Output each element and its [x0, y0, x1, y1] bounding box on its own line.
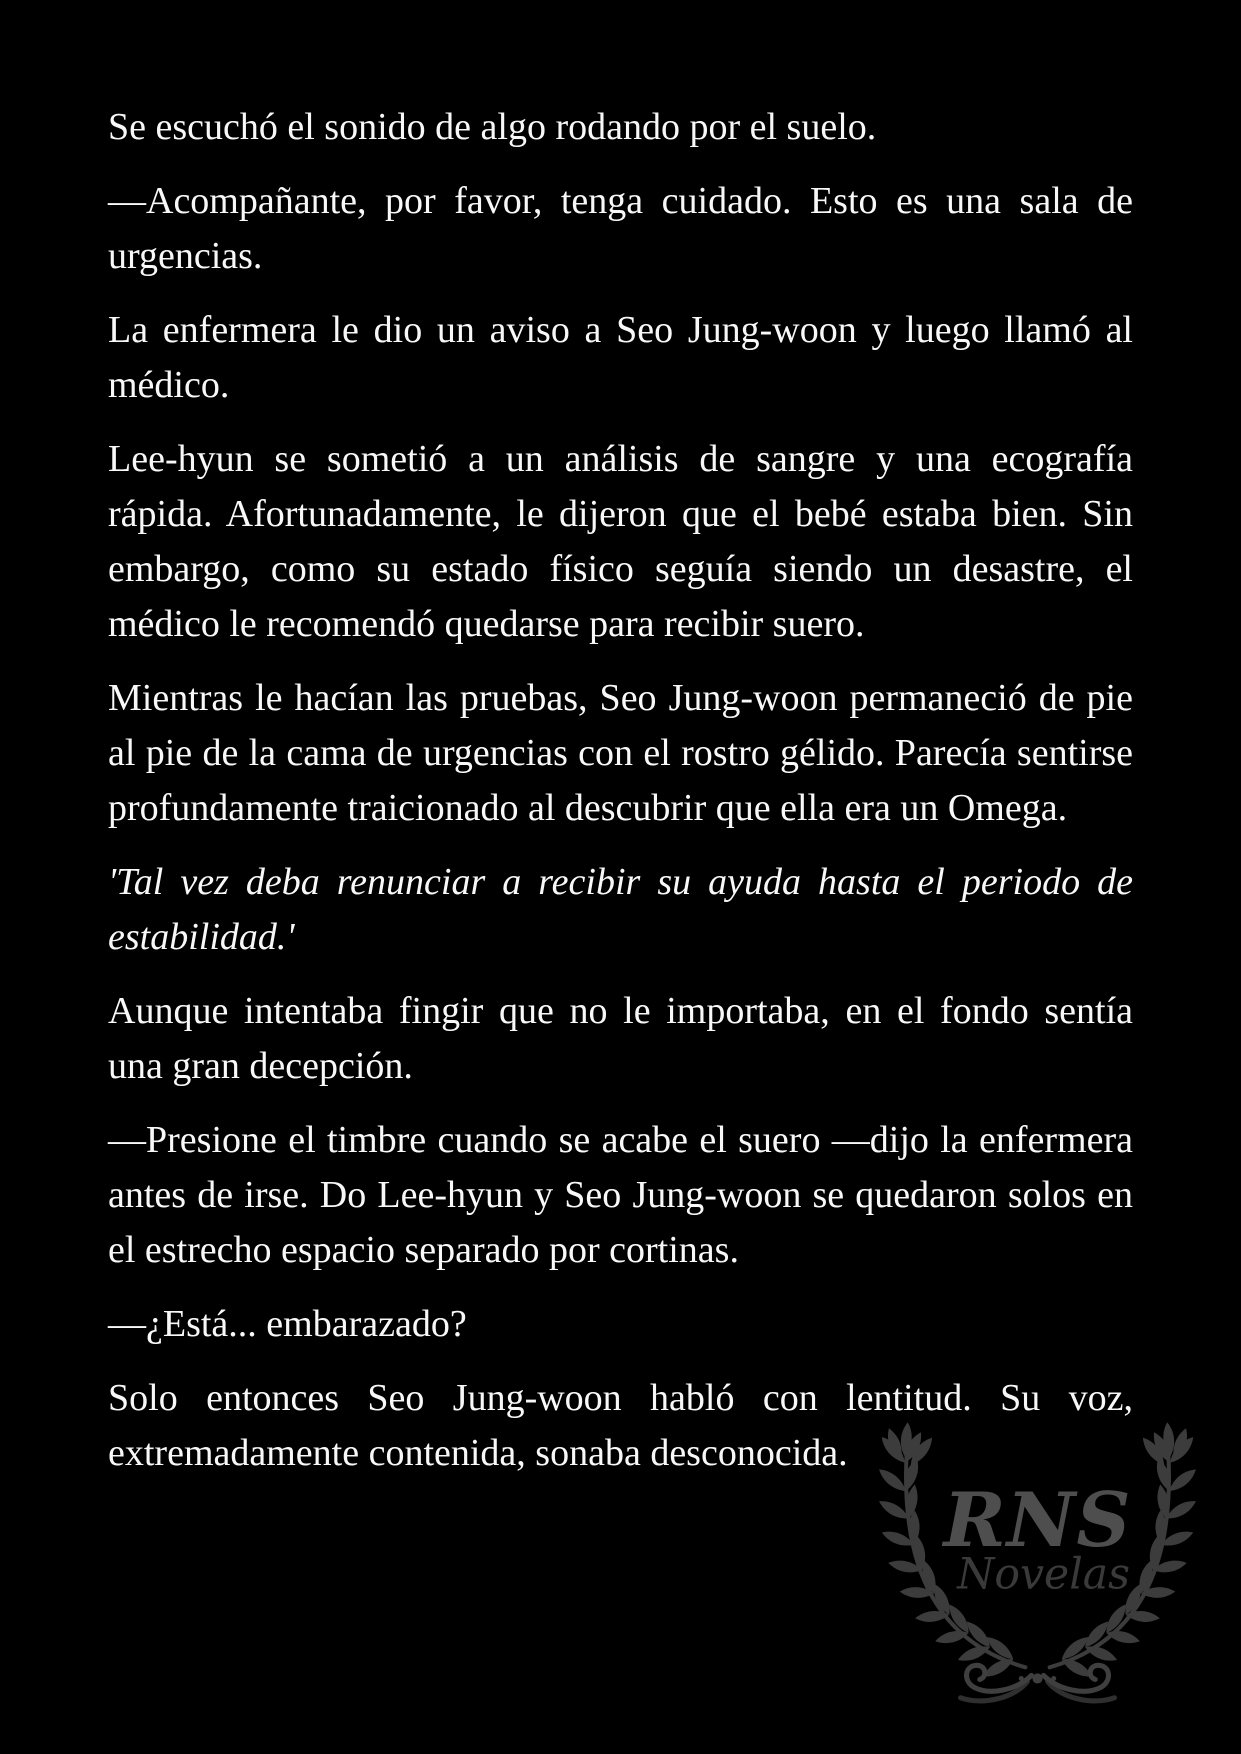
paragraph: Lee-hyun se sometió a un análisis de sangre y una ecografía rápida. Afortunadamente, le dijeron que el bebé estaba bien. Sin embargo, como su estado físico seguía siendo un desastre, el médico le recomendó quedarse para recibir suero. [108, 438, 1133, 645]
watermark-subtitle: Novelas [957, 1550, 1131, 1600]
paragraph: La enfermera le dio un aviso a Seo Jung-woon y luego llamó al médico. [108, 309, 1133, 406]
watermark-initials: RNS [943, 1475, 1132, 1564]
paragraph: Mientras le hacían las pruebas, Seo Jung-woon permaneció de pie al pie de la cama de urgencias con el rostro gélido. Parecía sentirse profundamente traicionado al descubrir que ella era un Omega. [108, 677, 1133, 829]
paragraph: —Presione el timbre cuando se acabe el suero —dijo la enfermera antes de irse. Do Lee-hyun y Seo Jung-woon se quedaron solos en el estrecho espacio separado por cortinas. [108, 1119, 1133, 1271]
paragraph: Se escuchó el sonido de algo rodando por el suelo. [108, 106, 877, 148]
paragraph-inner-thought: 'Tal vez deba renunciar a recibir su ayuda hasta el periodo de estabilidad.' [108, 861, 1133, 958]
paragraph: —¿Está... embarazado? [108, 1303, 467, 1345]
paragraph: Solo entonces Seo Jung-woon habló con lentitud. Su voz, extremadamente contenida, sonaba desconocida. [108, 1377, 1133, 1474]
paragraph: —Acompañante, por favor, tenga cuidado. Esto es una sala de urgencias. [108, 180, 1133, 277]
paragraph: Aunque intentaba fingir que no le importaba, en el fondo sentía una gran decepción. [108, 990, 1133, 1087]
page-text [108, 100, 1133, 1500]
